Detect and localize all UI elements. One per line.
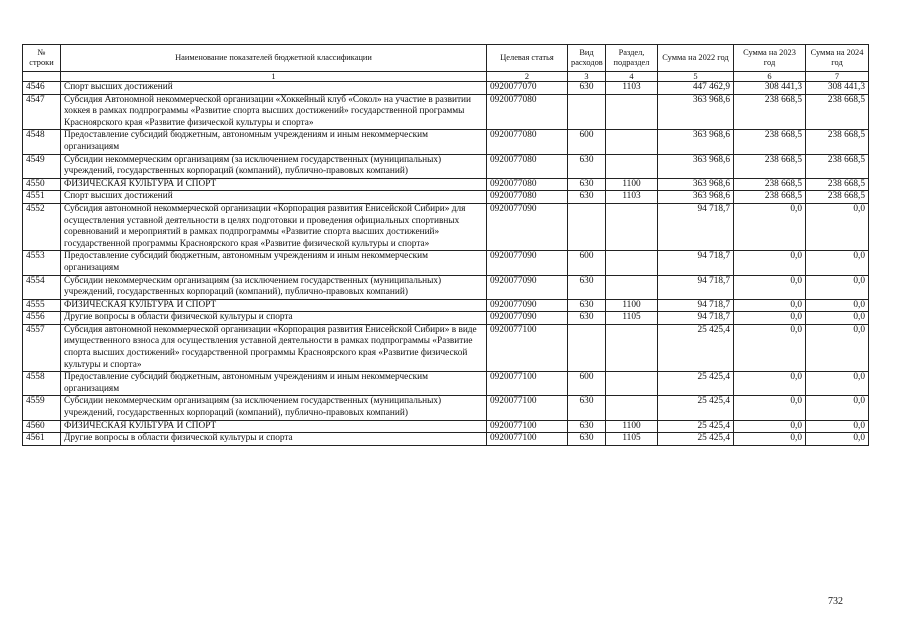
table-row [23, 191, 869, 204]
table-row [23, 275, 869, 299]
expense-type: 630 [568, 178, 606, 191]
indicator-name: Предоставление субсидий бюджетным, автономным учреждениям и иным некоммерческим организациям [61, 130, 487, 154]
sum-2024: 0,0 [806, 324, 869, 371]
section-code [606, 275, 658, 299]
sum-2023: 308 441,3 [734, 82, 806, 95]
sum-2022: 447 462,9 [658, 82, 734, 95]
indicator-name: Субсидии некоммерческим организациям (за исключением государственных (муниципальных) учреждений, государственных корпораций (компаний), публично-правовых компаний) [61, 154, 487, 178]
indicator-name: ФИЗИЧЕСКАЯ КУЛЬТУРА И СПОРТ [61, 178, 487, 191]
sum-2022: 25 425,4 [658, 396, 734, 420]
sum-2023: 0,0 [734, 312, 806, 325]
expense-type [568, 94, 606, 130]
column-number [23, 72, 61, 82]
page-number: 732 [828, 596, 843, 607]
expense-type: 630 [568, 154, 606, 178]
indicator-name: Другие вопросы в области физической культуры и спорта [61, 312, 487, 325]
sum-2024: 308 441,3 [806, 82, 869, 95]
indicator-name: Субсидия автономной некоммерческой организации «Корпорация развития Енисейской Сибири» в виде имущественного взноса для осуществления уставной деятельности в рамках подпрограммы «Развитие спорта высших достижений» государственной программы Красноярского края «Развитие физической культуры и спорта» [61, 324, 487, 371]
row-number: 4550 [23, 178, 61, 191]
budget-table [22, 44, 869, 446]
sum-2022: 363 968,6 [658, 130, 734, 154]
column-number: 6 [734, 72, 806, 82]
expense-type: 630 [568, 299, 606, 312]
table-row [23, 130, 869, 154]
sum-2024: 0,0 [806, 396, 869, 420]
header-expense-type: Вид расходов [568, 45, 606, 72]
indicator-name: Спорт высших достижений [61, 82, 487, 95]
header-section: Раздел, подраздел [606, 45, 658, 72]
sum-2024: 0,0 [806, 251, 869, 275]
target-article: 0920077080 [487, 130, 568, 154]
row-number: 4546 [23, 82, 61, 95]
sum-2024: 0,0 [806, 275, 869, 299]
sum-2023: 0,0 [734, 251, 806, 275]
table-row [23, 433, 869, 446]
sum-2022: 363 968,6 [658, 191, 734, 204]
table-header-row [23, 45, 869, 72]
expense-type: 630 [568, 396, 606, 420]
table-row [23, 396, 869, 420]
sum-2022: 25 425,4 [658, 420, 734, 433]
column-number: 2 [487, 72, 568, 82]
table-row [23, 82, 869, 95]
sum-2023: 0,0 [734, 420, 806, 433]
indicator-name: Предоставление субсидий бюджетным, автономным учреждениям и иным некоммерческим организациям [61, 372, 487, 396]
sum-2024: 0,0 [806, 433, 869, 446]
section-code [606, 372, 658, 396]
table-row [23, 372, 869, 396]
sum-2024: 238 668,5 [806, 191, 869, 204]
header-sum-2024: Сумма на 2024 год [806, 45, 869, 72]
section-code: 1100 [606, 420, 658, 433]
target-article: 0920077100 [487, 324, 568, 371]
sum-2022: 363 968,6 [658, 94, 734, 130]
row-number: 4553 [23, 251, 61, 275]
indicator-name: Предоставление субсидий бюджетным, автономным учреждениям и иным некоммерческим организациям [61, 251, 487, 275]
section-code [606, 94, 658, 130]
indicator-name: Субсидия автономной некоммерческой организации «Корпорация развития Енисейской Сибири» для осуществления уставной деятельности в целях подготовки и проведения официальных спортивных соревнований и мероприятий в рамках подпрограммы «Развитие спорта высших достижений» государственной программы Красноярского края «Развитие физической культуры и спорта» [61, 203, 487, 250]
sum-2024: 0,0 [806, 312, 869, 325]
sum-2023: 238 668,5 [734, 154, 806, 178]
header-sum-2023: Сумма на 2023 год [734, 45, 806, 72]
column-number-row [23, 72, 869, 82]
expense-type: 630 [568, 433, 606, 446]
row-number: 4548 [23, 130, 61, 154]
table-row [23, 324, 869, 371]
expense-type [568, 324, 606, 371]
table-row [23, 178, 869, 191]
table-row [23, 312, 869, 325]
indicator-name: Спорт высших достижений [61, 191, 487, 204]
table-row [23, 251, 869, 275]
section-code [606, 324, 658, 371]
table-row [23, 203, 869, 250]
expense-type: 630 [568, 420, 606, 433]
target-article: 0920077080 [487, 191, 568, 204]
section-code [606, 130, 658, 154]
sum-2023: 0,0 [734, 372, 806, 396]
expense-type: 630 [568, 191, 606, 204]
column-number: 5 [658, 72, 734, 82]
row-number: 4554 [23, 275, 61, 299]
header-indicator-name: Наименование показателей бюджетной классификации [61, 45, 487, 72]
sum-2023: 0,0 [734, 433, 806, 446]
sum-2023: 0,0 [734, 396, 806, 420]
target-article: 0920077070 [487, 82, 568, 95]
expense-type: 600 [568, 372, 606, 396]
target-article: 0920077090 [487, 299, 568, 312]
row-number: 4561 [23, 433, 61, 446]
sum-2023: 238 668,5 [734, 178, 806, 191]
table-body [23, 82, 869, 446]
section-code: 1100 [606, 178, 658, 191]
target-article: 0920077080 [487, 94, 568, 130]
indicator-name: ФИЗИЧЕСКАЯ КУЛЬТУРА И СПОРТ [61, 299, 487, 312]
sum-2024: 0,0 [806, 203, 869, 250]
section-code [606, 154, 658, 178]
target-article: 0920077080 [487, 154, 568, 178]
expense-type: 600 [568, 251, 606, 275]
row-number: 4556 [23, 312, 61, 325]
target-article: 0920077090 [487, 251, 568, 275]
sum-2024: 238 668,5 [806, 178, 869, 191]
sum-2023: 238 668,5 [734, 191, 806, 204]
row-number: 4558 [23, 372, 61, 396]
table-row [23, 420, 869, 433]
row-number: 4547 [23, 94, 61, 130]
sum-2023: 238 668,5 [734, 94, 806, 130]
table-row [23, 299, 869, 312]
sum-2022: 94 718,7 [658, 275, 734, 299]
target-article: 0920077090 [487, 312, 568, 325]
expense-type: 630 [568, 275, 606, 299]
indicator-name: Другие вопросы в области физической культуры и спорта [61, 433, 487, 446]
section-code [606, 203, 658, 250]
table-row [23, 154, 869, 178]
sum-2022: 363 968,6 [658, 154, 734, 178]
section-code: 1100 [606, 299, 658, 312]
indicator-name: Субсидия Автономной некоммерческой организации «Хоккейный клуб «Сокол» на участие в развитии хоккея в рамках подпрограммы «Развитие спорта высших достижений» государственной программы Красноярского края «Развитие физической культуры и спорта» [61, 94, 487, 130]
section-code [606, 396, 658, 420]
sum-2024: 0,0 [806, 420, 869, 433]
sum-2022: 363 968,6 [658, 178, 734, 191]
indicator-name: Субсидии некоммерческим организациям (за исключением государственных (муниципальных) учреждений, государственных корпораций (компаний), публично-правовых компаний) [61, 396, 487, 420]
target-article: 0920077090 [487, 203, 568, 250]
section-code: 1105 [606, 433, 658, 446]
section-code: 1103 [606, 82, 658, 95]
target-article: 0920077080 [487, 178, 568, 191]
sum-2022: 94 718,7 [658, 203, 734, 250]
sum-2022: 25 425,4 [658, 433, 734, 446]
sum-2024: 238 668,5 [806, 130, 869, 154]
header-row-number: № строки [23, 45, 61, 72]
sum-2023: 0,0 [734, 299, 806, 312]
expense-type [568, 203, 606, 250]
expense-type: 630 [568, 312, 606, 325]
header-sum-2022: Сумма на 2022 год [658, 45, 734, 72]
sum-2022: 94 718,7 [658, 299, 734, 312]
row-number: 4559 [23, 396, 61, 420]
sum-2022: 25 425,4 [658, 372, 734, 396]
budget-sheet [22, 44, 868, 446]
expense-type: 600 [568, 130, 606, 154]
target-article: 0920077100 [487, 372, 568, 396]
sum-2023: 238 668,5 [734, 130, 806, 154]
sum-2022: 25 425,4 [658, 324, 734, 371]
sum-2024: 238 668,5 [806, 94, 869, 130]
section-code [606, 251, 658, 275]
sum-2023: 0,0 [734, 324, 806, 371]
target-article: 0920077100 [487, 433, 568, 446]
sum-2023: 0,0 [734, 275, 806, 299]
column-number: 1 [61, 72, 487, 82]
row-number: 4549 [23, 154, 61, 178]
sum-2024: 0,0 [806, 372, 869, 396]
sum-2024: 238 668,5 [806, 154, 869, 178]
sum-2022: 94 718,7 [658, 312, 734, 325]
column-number: 4 [606, 72, 658, 82]
header-target-article: Целевая статья [487, 45, 568, 72]
target-article: 0920077090 [487, 275, 568, 299]
section-code: 1103 [606, 191, 658, 204]
target-article: 0920077100 [487, 396, 568, 420]
sum-2022: 94 718,7 [658, 251, 734, 275]
column-number: 3 [568, 72, 606, 82]
row-number: 4557 [23, 324, 61, 371]
sum-2023: 0,0 [734, 203, 806, 250]
sum-2024: 0,0 [806, 299, 869, 312]
section-code: 1105 [606, 312, 658, 325]
row-number: 4552 [23, 203, 61, 250]
row-number: 4551 [23, 191, 61, 204]
table-row [23, 94, 869, 130]
column-number: 7 [806, 72, 869, 82]
expense-type: 630 [568, 82, 606, 95]
indicator-name: ФИЗИЧЕСКАЯ КУЛЬТУРА И СПОРТ [61, 420, 487, 433]
row-number: 4555 [23, 299, 61, 312]
indicator-name: Субсидии некоммерческим организациям (за исключением государственных (муниципальных) учреждений, государственных корпораций (компаний), публично-правовых компаний) [61, 275, 487, 299]
row-number: 4560 [23, 420, 61, 433]
target-article: 0920077100 [487, 420, 568, 433]
